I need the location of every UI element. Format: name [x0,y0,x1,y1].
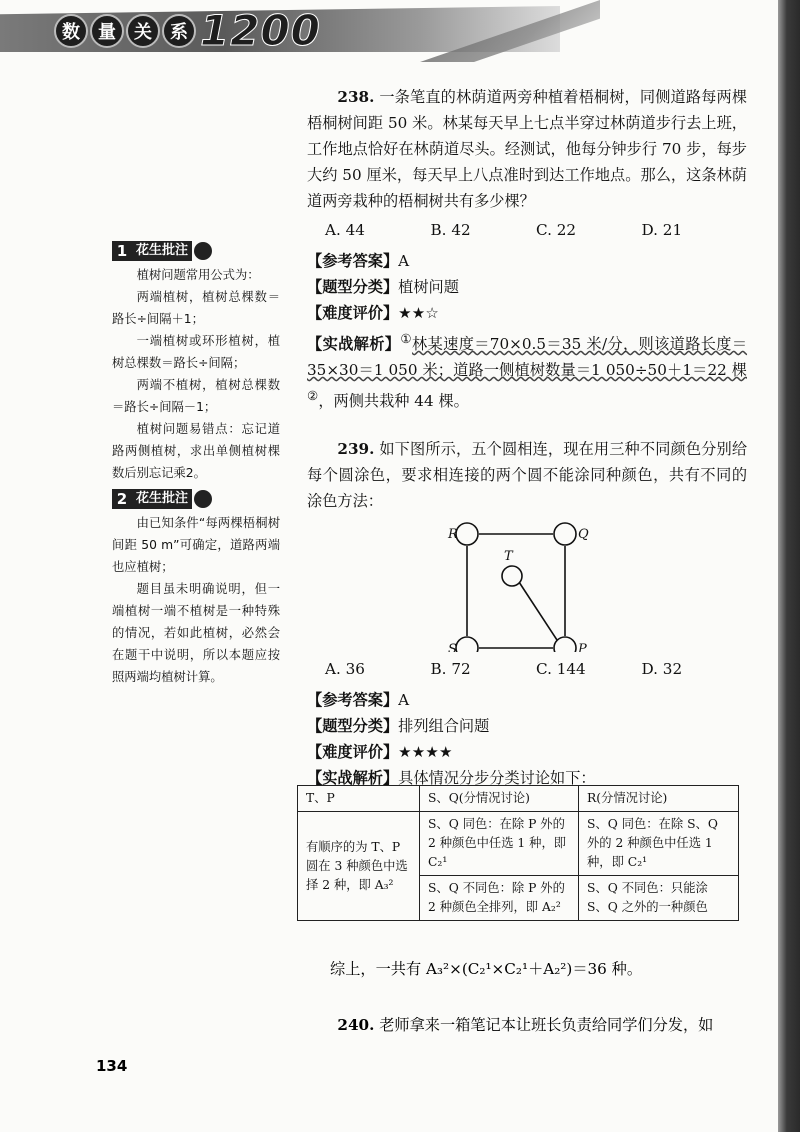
table-cell: S、Q 不同色：除 P 外的 2 种颜色全排列，即 A₂² [420,876,579,921]
category-value: 排列组合问题 [398,717,490,736]
analysis-text: 林某速度＝70×0.5＝35 米/分，则该道路长度＝35×30＝1 050 米；道路一侧植树数量＝1 050÷50＋1＝22 棵 [307,335,748,380]
series-char: 关 [126,14,160,48]
note-paragraph: 两端不植树，植树总棵数＝路长÷间隔－1； [112,378,280,414]
answer-label: 【 参考答案 】 [307,691,398,709]
label-t: T [504,549,513,565]
circle-s [456,637,478,652]
circle-r [456,523,478,545]
sidebar-notes [112,240,280,688]
summary-text: 综上，一共有 A₃²×(C₂¹×C₂¹＋A₂²)＝36 种。 [330,960,643,978]
answer-options [325,656,747,682]
page-number: 134 [96,1057,128,1075]
note-header [112,240,280,262]
analysis-label: 【 实战解析 】 [307,769,398,787]
solution-table [297,785,739,921]
answer-value: A [398,252,410,270]
note-paragraph: 由已知条件“每两棵梧桐树间距 50 m”可确定，道路两端也应植树； [112,516,280,574]
table-cell: S、Q 同色：在除 P 外的 2 种颜色中任选 1 种，即 C₂¹ [420,812,579,876]
answer-value: A [398,691,410,710]
table-cell: 有顺序的为 T、P 圆在 3 种颜色中选择 2 种，即 A₃² [298,812,420,921]
series-char: 数 [54,14,88,48]
question-238 [307,84,747,414]
circles-diagram [307,518,747,652]
note-paragraph: 一端植树或环形植树，植树总棵数＝路长÷间隔； [112,334,280,370]
note-paragraph: 题目虽未明确说明，但一端植树一端不植树是一种特殊的情况，若如此植树，必然会在题干中说明，所以本题应按照两端均植树计算。 [112,582,280,684]
question-number: 239. [337,440,375,459]
series-char: 系 [162,14,196,48]
table-header: R(分情况讨论) [579,786,739,812]
option-a: A. 36 [325,660,365,679]
option-b: B. 72 [430,660,471,679]
note-title: 花生批注 [132,241,192,261]
category-label: 【 题型分类 】 [307,278,398,296]
difficulty-stars: ★★★★ [398,743,453,762]
series-number: 1200 [200,6,321,55]
note-number: 2 [112,489,132,509]
main-content [307,84,747,791]
circle-q [554,523,576,545]
note-paragraph: 植树问题常用公式为： [136,268,260,282]
peanut-icon [194,490,212,508]
option-a: A. 44 [325,221,365,239]
circles-diagram-svg [307,518,747,652]
question-text: 老师拿来一箱笔记本让班长负责给同学们分发，如 [379,1016,714,1034]
question-240 [307,1012,747,1038]
label-s: S [448,642,457,653]
note-paragraph: 两端植树，植树总棵数＝路长÷间隔＋1； [112,290,280,326]
table-cell: S、Q 不同色：只能涂 S、Q 之外的一种颜色 [579,876,739,921]
answer-label: 【 参考答案 】 [307,252,398,270]
series-char: 量 [90,14,124,48]
annotation-mark: ① [400,331,413,346]
label-q: Q [578,527,589,543]
difficulty-stars: ★★☆ [398,304,439,322]
option-d: D. 32 [641,660,683,679]
option-c: C. 144 [536,660,586,679]
label-r: R [448,527,458,543]
question-number: 240. [337,1016,375,1034]
question-text: 如下图所示，五个圆相连，现在用三种不同颜色分别给每个圆涂色，要求相连接的两个圆不能涂同种颜色，共有不同的涂色方法： [307,440,748,511]
table-header: T、P [298,786,420,812]
difficulty-label: 【 难度评价 】 [307,304,398,322]
option-d: D. 21 [641,221,683,239]
option-b: B. 42 [430,221,471,239]
table-row [298,812,739,876]
book-spine [778,0,800,1132]
note-body [112,264,280,484]
question-239 [307,436,747,791]
note-title: 花生批注 [132,489,192,509]
note-header [112,488,280,510]
peanut-icon [194,242,212,260]
question-number: 238. [337,88,375,106]
label-p: P [578,642,587,653]
note-number: 1 [112,241,132,261]
option-c: C. 22 [536,221,577,239]
page-header [0,0,778,64]
series-title [54,14,196,48]
note-paragraph: 植树问题易错点：忘记道路两侧植树，求出单侧植树棵数后别忘记乘2。 [112,422,280,480]
question-text: 一条笔直的林荫道两旁种植着梧桐树，同侧道路每两棵梧桐树间距 50 米。林某每天早上七点半穿过林荫道步行去上班，工作地点恰好在林荫道尽头。经测试，他每分钟步行 70 步，每步大约 50 厘米，每天早上八点准时到达工作地点。那么，这条林荫道两旁栽种的梧桐树共有多少棵？ [307,88,748,210]
annotation-mark: ② [307,388,319,404]
table-header: S、Q(分情况讨论) [420,786,579,812]
analysis-label: 【 实战解析 】 [307,335,400,353]
table-cell: S、Q 同色：在除 S、Q 外的 2 种颜色中任选 1 种，即 C₂¹ [579,812,739,876]
answer-options [325,217,747,243]
note-body [112,512,280,688]
analysis-text-end: ，两侧共栽种 44 棵。 [318,392,469,411]
note-1 [112,240,280,484]
note-2 [112,488,280,688]
table-header-row [298,786,739,812]
category-label: 【 题型分类 】 [307,717,398,735]
circle-p [554,637,576,652]
circle-t [502,566,522,586]
difficulty-label: 【 难度评价 】 [307,743,398,761]
analysis-text: 具体情况分步分类讨论如下： [398,769,596,788]
category-value: 植树问题 [398,278,459,296]
